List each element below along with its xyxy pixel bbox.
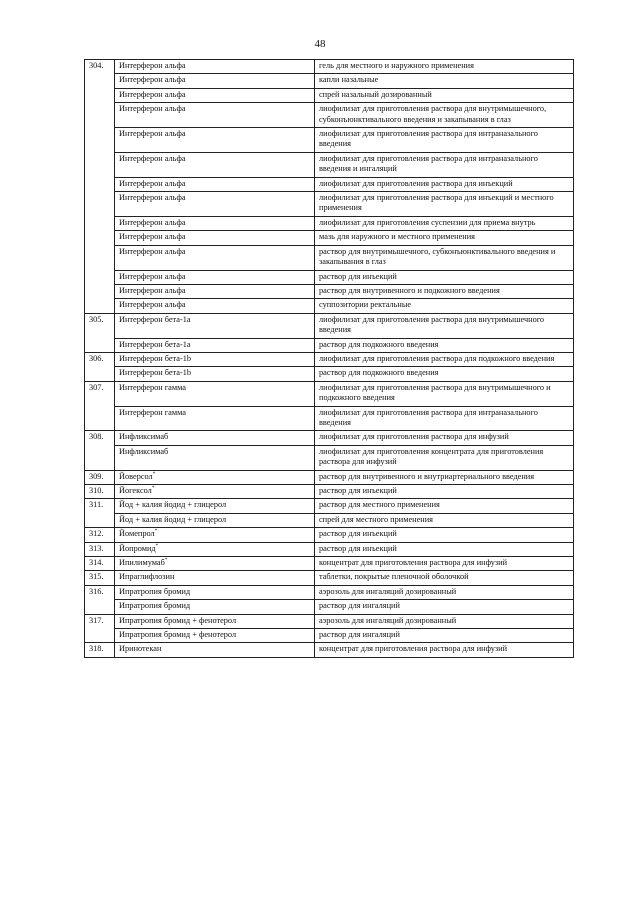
dosage-form: аэрозоль для ингаляций дозированный [315,585,574,599]
drug-name-cell [115,152,315,177]
table-row [85,299,574,313]
row-number: 307. [85,381,115,431]
table-row [85,557,574,571]
dosage-form: лиофилизат для приготовления раствора для подкожного введения [315,352,574,366]
table-row [85,445,574,470]
drug-name-cell [115,128,315,153]
table-row [85,629,574,643]
drug-name-cell [115,299,315,313]
table-row [85,643,574,657]
dosage-form: спрей для местного применения [315,513,574,527]
drug-name: Инфликсимаб [119,432,169,442]
table-row [85,614,574,628]
drug-name: Интерферон альфа [119,75,186,85]
dosage-form: суппозитории ректальные [315,299,574,313]
footnote-mark: * [154,529,158,535]
drug-name: Интерферон альфа [119,300,186,310]
table-row [85,528,574,542]
drug-name-cell [115,445,315,470]
footnote-mark: * [155,543,159,549]
drug-name: Йопромид [119,543,156,553]
dosage-form: лиофилизат для приготовления раствора для внутримышечного и подкожного введения [315,381,574,406]
drug-table [84,59,574,658]
drug-name-cell [115,177,315,191]
dosage-form: раствор для ингаляций [315,600,574,614]
table-row [85,381,574,406]
drug-name: Интерферон бета-1а [119,314,191,324]
row-number: 317. [85,614,115,643]
table-row [85,431,574,445]
row-number: 308. [85,431,115,470]
dosage-form: лиофилизат для приготовления раствора для внутримышечного, субконъюнктивального введения и закапывания в глаз [315,103,574,128]
drug-name: Ипратропия бромид + фенотерол [119,630,237,640]
drug-name-cell [115,528,315,542]
dosage-form: раствор для инъекций [315,270,574,284]
row-number: 314. [85,557,115,571]
dosage-form: раствор для инъекций [315,485,574,499]
dosage-form: раствор для ингаляций [315,629,574,643]
row-number: 316. [85,585,115,614]
row-number: 312. [85,528,115,542]
table-row [85,284,574,298]
drug-name-cell [115,600,315,614]
drug-name-cell [115,74,315,88]
table-row [85,470,574,484]
drug-name-cell [115,367,315,381]
table-row [85,571,574,585]
dosage-form: таблетки, покрытые пленочной оболочкой [315,571,574,585]
drug-name: Интерферон альфа [119,217,186,227]
dosage-form: гель для местного и наружного применения [315,60,574,74]
dosage-form: раствор для местного применения [315,499,574,513]
drug-name-cell [115,557,315,571]
dosage-form: раствор для внутривенного и подкожного введения [315,284,574,298]
drug-name-cell [115,60,315,74]
table-row [85,192,574,217]
drug-name-cell [115,643,315,657]
dosage-form: спрей назальный дозированный [315,88,574,102]
dosage-form: лиофилизат для приготовления раствора для инфузий [315,431,574,445]
drug-name-cell [115,245,315,270]
dosage-form: лиофилизат для приготовления раствора для инъекций и местного применения [315,192,574,217]
drug-name: Интерферон альфа [119,271,186,281]
page-number: 48 [314,38,326,50]
drug-name: Ипратропия бромид + фенотерол [119,615,237,625]
table-row [85,367,574,381]
row-number: 315. [85,571,115,585]
drug-name: Интерферон альфа [119,153,186,163]
drug-name: Интерферон альфа [119,89,186,99]
dosage-form: раствор для инъекций [315,528,574,542]
drug-name-cell [115,629,315,643]
drug-name: Ипилимумаб [119,558,165,568]
table-row [85,177,574,191]
drug-name: Интерферон бета-1а [119,339,191,349]
drug-name-cell [115,270,315,284]
footnote-mark: * [152,471,156,477]
drug-name-cell [115,381,315,406]
drug-name-cell [115,485,315,499]
dosage-form: раствор для внутримышечного, субконъюнктивального введения и закапывания в глаз [315,245,574,270]
table-row [85,128,574,153]
drug-name: Интерферон гамма [119,407,186,417]
drug-name: Интерферон альфа [119,178,186,188]
drug-name-cell [115,406,315,431]
dosage-form: раствор для подкожного введения [315,367,574,381]
table-row [85,600,574,614]
dosage-form: капли назальные [315,74,574,88]
drug-name-cell [115,499,315,513]
drug-name: Интерферон альфа [119,104,186,114]
row-number: 318. [85,643,115,657]
dosage-form: концентрат для приготовления раствора для инфузий [315,557,574,571]
drug-name-cell [115,542,315,556]
row-number: 306. [85,352,115,381]
dosage-form: концентрат для приготовления раствора для инфузий [315,643,574,657]
table-row [85,542,574,556]
drug-name-cell [115,216,315,230]
drug-name: Йод + калия йодид + глицерол [119,500,227,510]
drug-name-cell [115,571,315,585]
drug-name: Интерферон альфа [119,246,186,256]
dosage-form: раствор для подкожного введения [315,338,574,352]
table-row [85,60,574,74]
dosage-form: лиофилизат для приготовления раствора для инъекций [315,177,574,191]
table-row [85,152,574,177]
table-row [85,313,574,338]
drug-name-cell [115,313,315,338]
drug-name-cell [115,614,315,628]
dosage-form: мазь для наружного и местного применения [315,231,574,245]
drug-name: Интерферон бета-1b [119,353,192,363]
dosage-form: лиофилизат для приготовления концентрата для приготовления раствора для инфузий [315,445,574,470]
dosage-form: раствор для внутривенного и внутриартериального введения [315,470,574,484]
drug-name-cell [115,103,315,128]
dosage-form: раствор для инъекций [315,542,574,556]
dosage-form: лиофилизат для приготовления раствора для интраназального введения [315,128,574,153]
table-row [85,352,574,366]
drug-name: Йод + калия йодид + глицерол [119,514,227,524]
row-number: 310. [85,485,115,499]
drug-name-cell [115,513,315,527]
drug-name-cell [115,352,315,366]
dosage-form: лиофилизат для приготовления раствора для внутримышечного введения [315,313,574,338]
drug-name: Интерферон бета-1b [119,368,192,378]
drug-name: Интерферон альфа [119,232,186,242]
table-row [85,103,574,128]
drug-name: Интерферон альфа [119,61,186,70]
row-number: 309. [85,470,115,484]
drug-name: Интерферон гамма [119,382,186,392]
footnote-mark: * [151,486,155,492]
drug-name: Ипраглифлозин [119,572,175,582]
drug-name: Инфликсимаб [119,446,169,456]
footnote-mark: * [164,558,168,564]
drug-name-cell [115,470,315,484]
table-row [85,88,574,102]
row-number: 311. [85,499,115,528]
dosage-form: лиофилизат для приготовления раствора для интраназального введения [315,406,574,431]
table-row [85,585,574,599]
row-number: 305. [85,313,115,352]
table-row [85,231,574,245]
dosage-form: лиофилизат для приготовления раствора для интраназального введения и ингаляций [315,152,574,177]
drug-table-body [85,60,574,658]
drug-name: Йоверсол [119,471,153,481]
table-row [85,499,574,513]
table-row [85,245,574,270]
drug-name: Ипратропия бромид [119,601,191,611]
drug-name-cell [115,338,315,352]
table-row [85,74,574,88]
drug-name: Интерферон альфа [119,193,186,203]
dosage-form: аэрозоль для ингаляций дозированный [315,614,574,628]
drug-name: Иринотекан [119,644,162,654]
drug-name-cell [115,88,315,102]
dosage-form: лиофилизат для приготовления суспензии для приема внутрь [315,216,574,230]
table-row [85,485,574,499]
row-number: 304. [85,60,115,314]
table-row [85,216,574,230]
table-row [85,406,574,431]
drug-name: Ипратропия бромид [119,586,191,596]
row-number: 313. [85,542,115,556]
table-row [85,513,574,527]
drug-name-cell [115,431,315,445]
drug-name: Йомепрол [119,529,155,539]
drug-name: Интерферон альфа [119,129,186,139]
drug-name-cell [115,192,315,217]
table-row [85,338,574,352]
table-row [85,270,574,284]
drug-name-cell [115,585,315,599]
drug-name: Йогексол [119,486,152,495]
drug-name-cell [115,284,315,298]
drug-name-cell [115,231,315,245]
drug-name: Интерферон альфа [119,285,186,295]
